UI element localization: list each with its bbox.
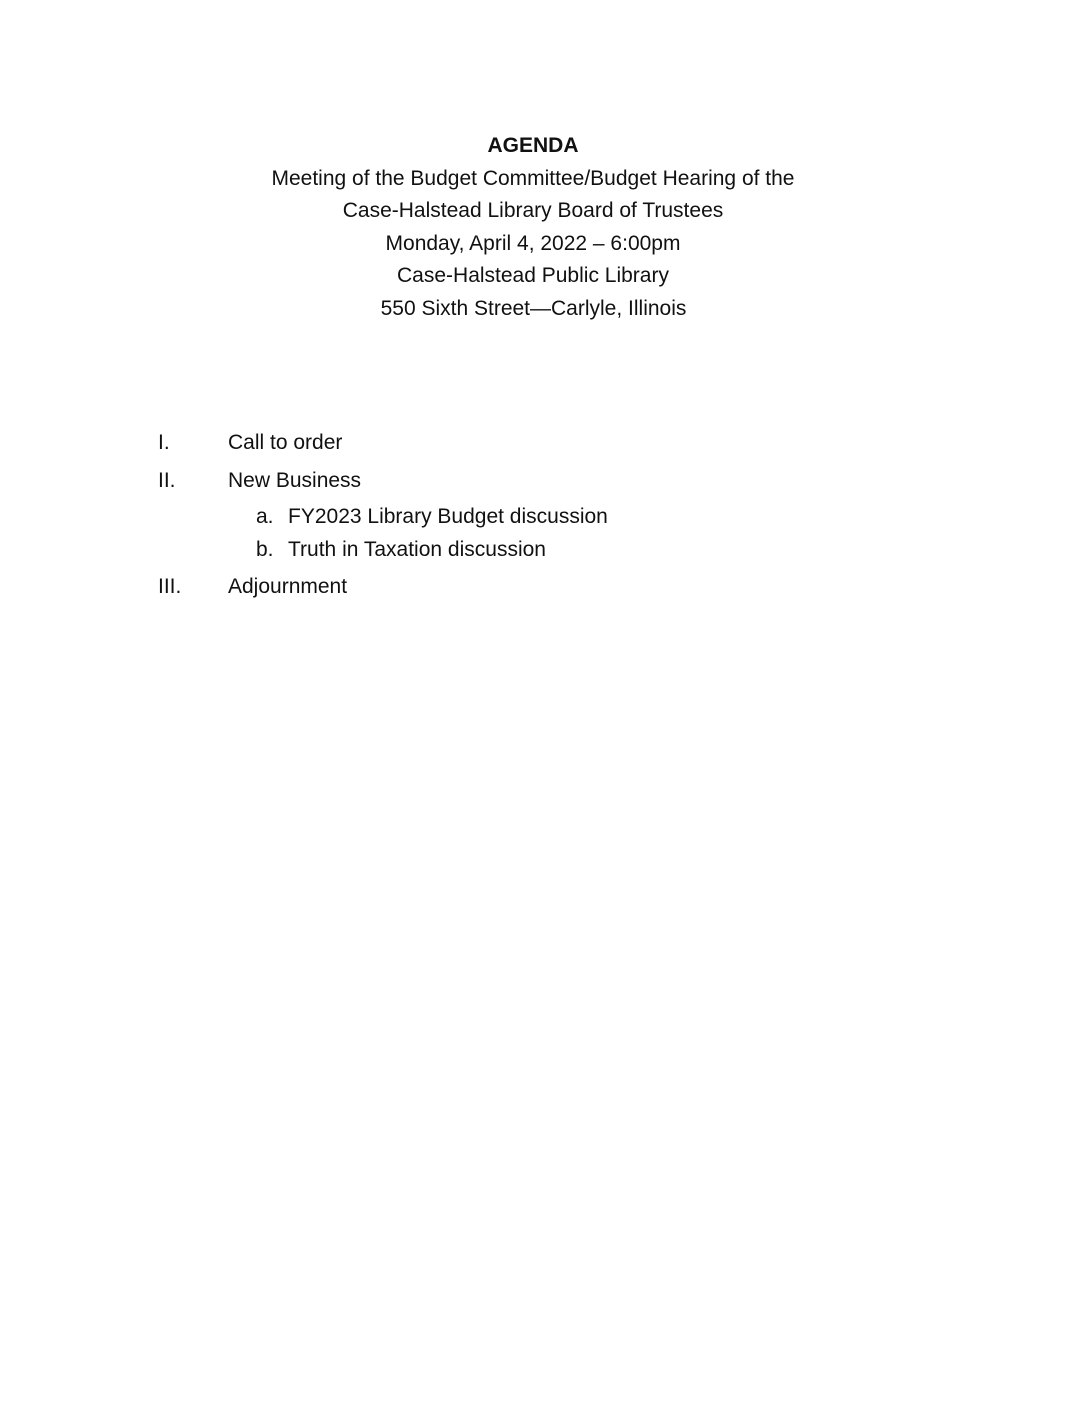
meeting-address: 550 Sixth Street—Carlyle, Illinois: [380, 296, 687, 320]
agenda-sub-item-budget-discussion: [0, 500, 1088, 533]
agenda-item-label: New Business: [228, 469, 362, 492]
meeting-location: Case-Halstead Public Library: [397, 264, 669, 287]
agenda-item-call-to-order: [0, 424, 1088, 462]
agenda-item-numeral: II.: [158, 469, 176, 492]
meeting-date-time: Monday, April 4, 2022 – 6:00pm: [385, 231, 681, 255]
agenda-item-label: Adjournment: [228, 575, 348, 598]
agenda-item-new-business: [0, 462, 1088, 500]
meeting-description-line-1: Meeting of the Budget Committee/Budget Hearing of the: [271, 166, 795, 190]
page-title: AGENDA: [487, 134, 579, 157]
agenda-sub-item-label: FY2023 Library Budget discussion: [288, 505, 608, 528]
agenda-sub-item-label: Truth in Taxation discussion: [288, 538, 546, 561]
agenda-item-label: Call to order: [228, 431, 343, 454]
agenda-sub-item-letter: b.: [256, 538, 274, 561]
agenda-item-numeral: III.: [158, 575, 182, 598]
agenda-list: [0, 424, 1088, 606]
agenda-sub-item-taxation-discussion: [0, 533, 1088, 566]
agenda-header: [0, 130, 1066, 325]
agenda-item-numeral: I.: [158, 431, 170, 454]
agenda-sub-item-letter: a.: [256, 505, 274, 528]
meeting-description-line-2: Case-Halstead Library Board of Trustees: [342, 199, 724, 222]
agenda-item-adjournment: [0, 568, 1088, 606]
